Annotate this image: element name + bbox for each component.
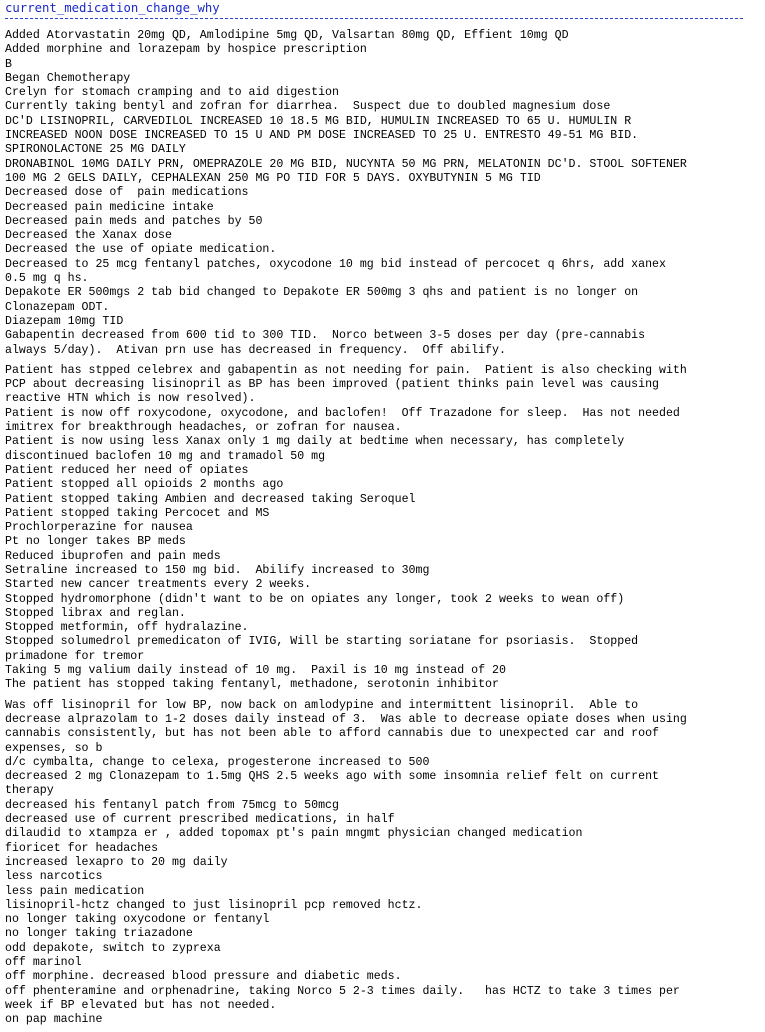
result-row: decreased his fentanyl patch from 75mcg to 50mcg [5, 798, 339, 812]
result-row: dilaudid to xtampza er , added topomax pt's pain mngmt physician changed medication [5, 827, 583, 841]
result-row: Stopped librax and reglan. [5, 606, 186, 620]
query-result-page [5, 0, 760, 1027]
result-row: Decreased pain meds and patches by 50 [5, 214, 263, 228]
result-row: Crelyn for stomach cramping and to aid digestion [5, 86, 339, 100]
result-row: The patient has stopped taking fentanyl, methadone, serotonin inhibitor [5, 678, 499, 692]
result-row: Started new cancer treatments every 2 weeks. [5, 578, 312, 592]
result-row: decreased use of current prescribed medications, in half [5, 813, 395, 827]
result-row: Pt no longer takes BP meds [5, 535, 186, 549]
result-row: increased lexapro to 20 mg daily [5, 855, 228, 869]
header-divider [5, 18, 743, 19]
column-header: current_medication_change_why [5, 1, 220, 15]
result-row: Patient stopped taking Ambien and decreased taking Seroquel [5, 492, 416, 506]
result-row: Decreased the use of opiate medication. [5, 243, 277, 257]
result-row: odd depakote, switch to zyprexa [5, 941, 221, 955]
result-row: Stopped solumedrol premedicaton of IVIG, Will be starting soriatane for psoriasis. Stopped primadone for tremor [5, 635, 639, 663]
result-row: Decreased dose of pain medications [5, 186, 249, 200]
result-row: d/c cymbalta, change to celexa, progesterone increased to 500 [5, 755, 430, 769]
result-row: Patient is now off roxycodone, oxycodone, and baclofen! Off Trazadone for sleep. Has not needed imitrex for breakthrough headaches, or zofran for nausea. [5, 406, 680, 435]
result-row: Prochlorperazine for nausea [5, 521, 193, 535]
result-row: no longer taking triazadone [5, 927, 193, 941]
result-row: Decreased to 25 mcg fentanyl patches, oxycodone 10 mg bid instead of percocet q 6hrs, add xanex 0.5 mg q hs. [5, 257, 666, 286]
result-rows [5, 29, 760, 1027]
result-row: off morphine. decreased blood pressure and diabetic meds. [5, 970, 402, 984]
result-row: on pap machine [5, 1013, 103, 1027]
result-row: B [5, 57, 12, 71]
result-row: less pain medication [5, 884, 145, 898]
result-row: Depakote ER 500mgs 2 tab bid changed to Depakote ER 500mg 3 qhs and patient is no longer on Clonazepam ODT. [5, 286, 639, 314]
result-row: Added Atorvastatin 20mg QD, Amlodipine 5mg QD, Valsartan 80mg QD, Effient 10mg QD [5, 29, 569, 42]
result-row: Reduced ibuprofen and pain meds [5, 549, 221, 563]
result-row: Stopped metformin, off hydralazine. [5, 621, 249, 635]
result-row: Taking 5 mg valium daily instead of 10 mg. Paxil is 10 mg instead of 20 [5, 664, 506, 678]
result-row: Patient stopped taking Percocet and MS [5, 506, 270, 520]
result-row: Patient reduced her need of opiates [5, 463, 249, 477]
result-row: Patient is now using less Xanax only 1 mg daily at bedtime when necessary, has completely discontinued baclofen 10 mg and tramadol 50 mg [5, 435, 625, 463]
result-row: no longer taking oxycodone or fentanyl [5, 913, 270, 927]
result-row: Patient stopped all opioids 2 months ago [5, 478, 284, 492]
result-row: Stopped hydromorphone (didn't want to be on opiates any longer, took 2 weeks to wean off) [5, 592, 625, 606]
result-row: lisinopril-hctz changed to just lisinopril pcp removed hctz. [5, 898, 423, 912]
result-row: Was off lisinopril for low BP, now back on amlodypine and intermittent lisinopril. Able to decrease alprazolam to 1-2 doses daily instead of 3. Was able to decrease opiate doses when using cannabis consistently, but has not been able to afford cannabis due to unexpected car and roof expenses, so b [5, 698, 687, 755]
result-row: Currently taking bentyl and zofran for diarrhea. Suspect due to doubled magnesium dose [5, 100, 611, 114]
result-row: DC'D LISINOPRIL, CARVEDILOL INCREASED 10 18.5 MG BID, HUMULIN INCREASED TO 65 U. HUMULIN R INCREASED NOON DOSE INCREASED TO 15 U AND PM DOSE INCREASED TO 25 U. ENTRESTO 49-51 MG BID. SPIRONOLACTONE 25 MG DAILY [5, 114, 639, 157]
result-row: DRONABINOL 10MG DAILY PRN, OMEPRAZOLE 20 MG BID, NUCYNTA 50 MG PRN, MELATONIN DC'D. STOOL SOFTENER 100 MG 2 GELS DAILY, CEPHALEXAN 250 MG PO TID FOR 5 DAYS. OXYBUTYNIN 5 MG TID [5, 157, 687, 185]
result-row: Added morphine and lorazepam by hospice prescription [5, 43, 367, 57]
result-row: Decreased the Xanax dose [5, 229, 172, 243]
result-row: fioricet for headaches [5, 841, 159, 855]
result-row: less narcotics [5, 870, 103, 884]
result-row: Began Chemotherapy [5, 71, 131, 85]
result-row: Gabapentin decreased from 600 tid to 300 TID. Norco between 3-5 doses per day (pre-cannabis always 5/day). Ativan prn use has decreased in frequency. Off abilify. [5, 329, 646, 357]
result-row: Decreased pain medicine intake [5, 200, 214, 214]
result-row: Patient has stpped celebrex and gabapentin as not needing for pain. Patient is also checking with PCP about decreasing lisinopril as BP has been improved (patient thinks pain level was causing reactive HTN which is now resolved). [5, 363, 687, 406]
result-row: Setraline increased to 150 mg bid. Abilify increased to 30mg [5, 563, 430, 577]
result-row: decreased 2 mg Clonazepam to 1.5mg QHS 2.5 weeks ago with some insomnia relief felt on current therapy [5, 770, 659, 798]
result-row: off phenteramine and orphenadrine, taking Norco 5 2-3 times daily. has HCTZ to take 3 times per week if BP elevated but has not needed. [5, 984, 680, 1012]
result-row: off marinol [5, 956, 82, 969]
result-row: Diazepam 10mg TID [5, 314, 124, 328]
